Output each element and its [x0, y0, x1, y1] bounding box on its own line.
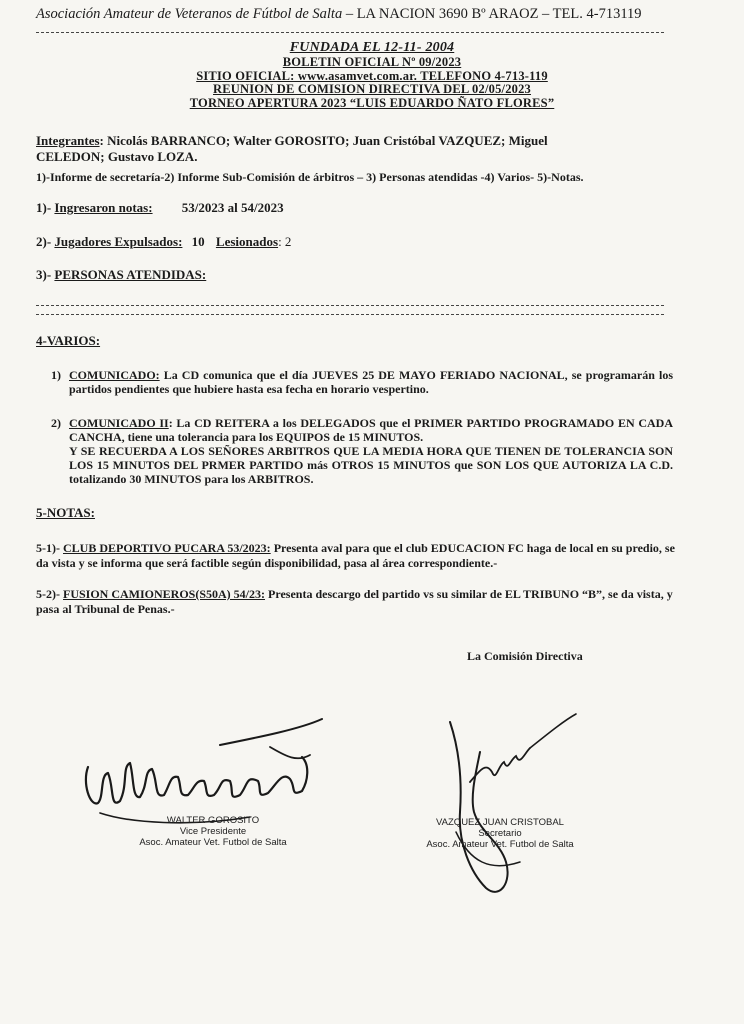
title-block [0, 40, 744, 110]
header-divider [36, 32, 664, 33]
varios-item-2 [69, 416, 673, 486]
signer-1-org: Asoc. Amateur Vet. Futbol de Salta [139, 837, 287, 848]
varios-item-1-number: 1) [51, 368, 61, 382]
note-5-2-label: FUSION CAMIONEROS(S50A) 54/23: [63, 587, 266, 601]
section-2-number: 2)- [36, 234, 55, 249]
varios-item-1-label: COMUNICADO: [69, 368, 160, 382]
varios-item-2-label: COMUNICADO II [69, 416, 169, 430]
founded-line: FUNDADA EL 12-11- 2004 [289, 40, 455, 55]
official-site: SITIO OFICIAL: www.asamvet.com.ar. TELEFONO 4-713-119 [196, 68, 548, 83]
section-2 [36, 234, 291, 250]
signature-block-2 [425, 817, 575, 850]
members-names-2: CELEDON; Gustavo LOZA. [36, 149, 198, 164]
note-5-1-label: CLUB DEPORTIVO PUCARA 53/2023: [63, 541, 271, 555]
meeting-line: REUNION DE COMISION DIRECTIVA DEL 02/05/2023 [213, 82, 531, 96]
varios-item-2-number: 2) [51, 416, 61, 430]
note-5-1 [36, 541, 676, 570]
tournament-line: TORNEO APERTURA 2023 “LUIS EDUARDO ÑATO FLORES” [189, 95, 555, 110]
association-name: Asociación Amateur de Veteranos de Fútbol de Salta [36, 6, 343, 22]
signer-2-name: VAZQUEZ JUAN CRISTOBAL [436, 817, 564, 828]
section-2-label: Jugadores Expulsados: [54, 234, 183, 249]
members-paragraph [36, 133, 676, 165]
section-1-value: 53/2023 al 54/2023 [181, 200, 284, 215]
bulletin-number: BOLETIN OFICIAL Nº 09/2023 [282, 55, 462, 69]
section-1 [36, 200, 284, 216]
members-names-1: : Nicolás BARRANCO; Walter GOROSITO; Juan Cristóbal VAZQUEZ; Miguel [99, 133, 548, 148]
varios-item-1-text: La CD comunica que el día JUEVES 25 DE MAYO FERIADO NACIONAL, se programarán los partidos pendientes que hubiere hasta esa fecha en horario vespertino. [69, 368, 673, 396]
agenda-line: 1)-Informe de secretaría-2) Informe Sub-Comisión de árbitros – 3) Personas atendidas -4) Varios- 5)-Notas. [36, 170, 584, 184]
section-3-divider-1 [36, 305, 664, 306]
section-3 [36, 267, 206, 283]
varios-item-1 [69, 368, 673, 396]
members-label: Integrantes [36, 133, 100, 148]
varios-item-2-text-2: Y SE RECUERDA A LOS SEÑORES ARBITROS QUE LA MEDIA HORA QUE TIENEN DE TOLERANCIA SON LOS 15 MINUTOS DEL PRMER PARTIDO más OTROS 15 MINUTOS que SON LOS QUE AUTORIZA LA C.D. totalizando 30 MINUTOS para los ARBITROS. [69, 444, 673, 486]
injured-count: : 2 [278, 234, 292, 249]
section-3-divider-2 [36, 314, 664, 315]
note-5-1-prefix: 5-1)- [36, 541, 63, 555]
section-4-title: 4-VARIOS: [36, 333, 101, 348]
signer-2-role: Secretario [478, 828, 522, 839]
section-1-label: Ingresaron notas: [54, 200, 153, 215]
signature-block-1 [138, 815, 288, 848]
note-5-1-text: Presenta aval para que el club EDUCACION FC haga de local en su predio, se da vista y se informa que será factible según disponibilidad, pasa al área correspondiente.- [36, 541, 675, 570]
section-3-number: 3)- [36, 267, 55, 282]
section-1-number: 1)- [36, 200, 55, 215]
association-address: – LA NACION 3690 Bº ARAOZ – TEL. 4-713119 [345, 6, 642, 22]
section-3-label: PERSONAS ATENDIDAS: [54, 267, 207, 282]
section-5-title: 5-NOTAS: [36, 505, 95, 520]
expelled-count: 10 [191, 234, 205, 249]
signer-1-name: WALTER GOROSITO [166, 815, 260, 826]
note-5-2-prefix: 5-2)- [36, 587, 63, 601]
letterhead [36, 6, 706, 23]
varios-item-2-text: : La CD REITERA a los DELEGADOS que el PRIMER PARTIDO PROGRAMADO EN CADA CANCHA, tiene una tolerancia para los EQUIPOS de 15 MINUTOS. [69, 416, 674, 444]
signoff: La Comisión Directiva [467, 649, 583, 663]
signer-2-org: Asoc. Amateur Vet. Futbol de Salta [426, 839, 574, 850]
signer-1-role: Vice Presidente [179, 826, 247, 837]
injured-label: Lesionados [215, 234, 279, 249]
signature-vazquez [420, 712, 590, 912]
note-5-2-text: Presenta descargo del partido vs su similar de EL TRIBUNO “B”, se da vista, y pasa al Tribunal de Penas.- [36, 587, 673, 616]
note-5-2 [36, 587, 676, 616]
